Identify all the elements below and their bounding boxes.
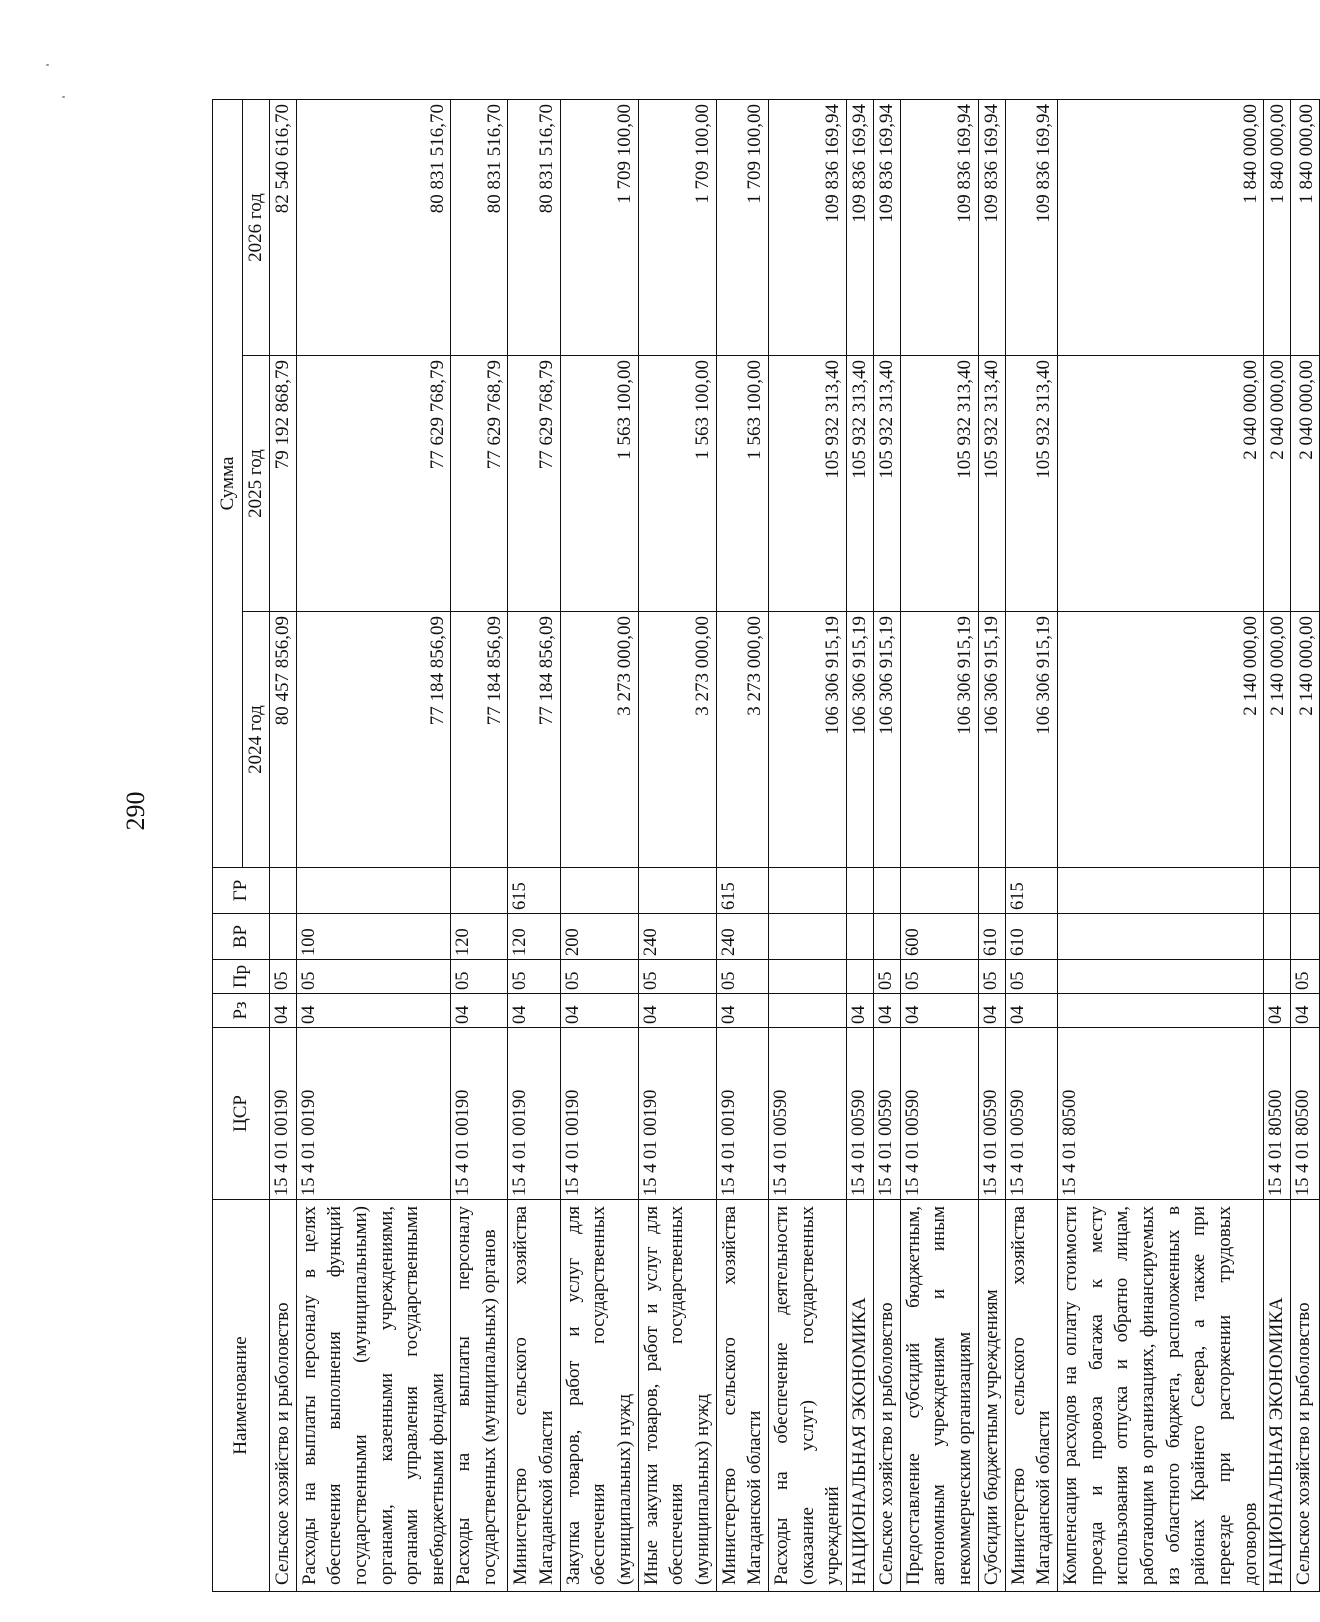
table-row (768, 99, 846, 1591)
header-rz: Рз (213, 994, 270, 1028)
page-number: 290 (121, 791, 150, 831)
cell-y2026: 1 709 100,00 (638, 99, 716, 355)
cell-y2024: 2 140 000,00 (1264, 612, 1291, 868)
cell-csr: 15 4 01 00190 (716, 1028, 768, 1200)
cell-rz: 04 (269, 994, 296, 1028)
cell-name: Министерство сельского хозяйства Магаданской области (1005, 1200, 1057, 1592)
cell-name: Предоставление субсидий бюджетным, автономным учреждениям и иным некоммерческим организациям (900, 1200, 978, 1592)
cell-rz: 04 (638, 994, 716, 1028)
cell-y2026: 1 840 000,00 (1264, 99, 1291, 355)
cell-gr (846, 868, 873, 914)
cell-y2025: 105 932 313,40 (978, 356, 1005, 612)
cell-name: НАЦИОНАЛЬНАЯ ЭКОНОМИКА (846, 1200, 873, 1592)
cell-pr: 05 (269, 960, 296, 994)
cell-vr (1058, 914, 1264, 960)
cell-name: Министерство сельского хозяйства Магаданской области (508, 1200, 560, 1592)
header-name: Наименование (213, 1200, 270, 1592)
header-year-2025: 2025 год (243, 356, 270, 612)
cell-y2026: 109 836 169,94 (978, 99, 1005, 355)
cell-pr: 05 (900, 960, 978, 994)
cell-rz: 04 (846, 994, 873, 1028)
cell-pr (1058, 960, 1264, 994)
cell-pr: 05 (1005, 960, 1057, 994)
cell-gr (1291, 868, 1320, 914)
cell-gr: 615 (716, 868, 768, 914)
cell-pr: 05 (451, 960, 508, 994)
table-row (638, 99, 716, 1591)
cell-csr: 15 4 01 00190 (451, 1028, 508, 1200)
cell-gr (900, 868, 978, 914)
cell-name: Компенсация расходов на оплату стоимости проезда и провоза багажа к месту использования отпуска и обратно лицам, работающим в организациях, финансируемых из областного бюджета, расположенных в районах Крайнего Севера, а также при переезде при расторжении трудовых договоров (1058, 1200, 1264, 1592)
cell-y2025: 105 932 313,40 (1005, 356, 1057, 612)
cell-name: Иные закупки товаров, работ и услуг для обеспечения государственных (муниципальных) нужд (638, 1200, 716, 1592)
cell-vr (768, 914, 846, 960)
cell-y2025: 79 192 868,79 (269, 356, 296, 612)
cell-y2025: 77 629 768,79 (451, 356, 508, 612)
cell-y2025: 1 563 100,00 (638, 356, 716, 612)
cell-y2026: 109 836 169,94 (846, 99, 873, 355)
table-row (846, 99, 873, 1591)
cell-rz: 04 (296, 994, 451, 1028)
cell-vr: 200 (560, 914, 638, 960)
cell-gr (638, 868, 716, 914)
cell-vr (873, 914, 900, 960)
cell-y2026: 82 540 616,70 (269, 99, 296, 355)
cell-vr: 610 (978, 914, 1005, 960)
cell-y2024: 106 306 915,19 (768, 612, 846, 868)
cell-y2026: 1 709 100,00 (716, 99, 768, 355)
cell-pr: 05 (873, 960, 900, 994)
cell-y2024: 2 140 000,00 (1058, 612, 1264, 868)
cell-csr: 15 4 01 80500 (1264, 1028, 1291, 1200)
cell-y2024: 77 184 856,09 (451, 612, 508, 868)
cell-y2024: 106 306 915,19 (978, 612, 1005, 868)
table-row (716, 99, 768, 1591)
cell-y2025: 77 629 768,79 (508, 356, 560, 612)
cell-y2025: 2 040 000,00 (1264, 356, 1291, 612)
cell-vr: 240 (716, 914, 768, 960)
cell-name: НАЦИОНАЛЬНАЯ ЭКОНОМИКА (1264, 1200, 1291, 1592)
cell-y2025: 105 932 313,40 (873, 356, 900, 612)
cell-rz (768, 994, 846, 1028)
cell-gr (560, 868, 638, 914)
table-row (1264, 99, 1291, 1591)
cell-vr (269, 914, 296, 960)
cell-y2026: 80 831 516,70 (508, 99, 560, 355)
cell-pr: 05 (508, 960, 560, 994)
cell-rz: 04 (560, 994, 638, 1028)
table-row (1291, 99, 1320, 1591)
cell-pr (1264, 960, 1291, 994)
cell-y2024: 106 306 915,19 (1005, 612, 1057, 868)
cell-y2024: 106 306 915,19 (873, 612, 900, 868)
cell-y2026: 80 831 516,70 (451, 99, 508, 355)
table-row (296, 99, 451, 1591)
table-body (269, 99, 1320, 1591)
cell-y2025: 105 932 313,40 (768, 356, 846, 612)
cell-pr: 05 (716, 960, 768, 994)
cell-gr (296, 868, 451, 914)
cell-y2026: 1 840 000,00 (1291, 99, 1320, 355)
cell-csr: 15 4 01 00590 (978, 1028, 1005, 1200)
cell-gr (873, 868, 900, 914)
cell-y2025: 1 563 100,00 (560, 356, 638, 612)
cell-csr: 15 4 01 00190 (508, 1028, 560, 1200)
cell-gr (269, 868, 296, 914)
cell-csr: 15 4 01 00190 (560, 1028, 638, 1200)
cell-y2024: 77 184 856,09 (508, 612, 560, 868)
cell-csr: 15 4 01 00590 (1005, 1028, 1057, 1200)
cell-y2024: 77 184 856,09 (296, 612, 451, 868)
cell-pr (768, 960, 846, 994)
table-row (873, 99, 900, 1591)
cell-gr (768, 868, 846, 914)
cell-csr: 15 4 01 00190 (296, 1028, 451, 1200)
cell-y2025: 1 563 100,00 (716, 356, 768, 612)
cell-vr (1264, 914, 1291, 960)
rotated-table-container (212, 100, 1317, 1592)
header-vr: ВР (213, 914, 270, 960)
cell-rz: 04 (873, 994, 900, 1028)
cell-gr: 615 (508, 868, 560, 914)
cell-pr: 05 (1291, 960, 1320, 994)
cell-csr: 15 4 01 00590 (846, 1028, 873, 1200)
cell-rz: 04 (1291, 994, 1320, 1028)
cell-rz (1058, 994, 1264, 1028)
cell-vr (846, 914, 873, 960)
cell-y2025: 105 932 313,40 (846, 356, 873, 612)
cell-pr: 05 (560, 960, 638, 994)
cell-y2026: 109 836 169,94 (900, 99, 978, 355)
cell-y2025: 2 040 000,00 (1291, 356, 1320, 612)
cell-name: Расходы на обеспечение деятельности (оказание услуг) государственных учреждений (768, 1200, 846, 1592)
table-row (1005, 99, 1057, 1591)
cell-vr (1291, 914, 1320, 960)
cell-y2026: 1 709 100,00 (560, 99, 638, 355)
cell-vr: 600 (900, 914, 978, 960)
table-row (978, 99, 1005, 1591)
cell-rz: 04 (1264, 994, 1291, 1028)
cell-gr: 615 (1005, 868, 1057, 914)
cell-rz: 04 (1005, 994, 1057, 1028)
header-sum: Сумма (213, 99, 243, 867)
cell-y2024: 3 273 000,00 (560, 612, 638, 868)
cell-vr: 120 (508, 914, 560, 960)
cell-vr: 610 (1005, 914, 1057, 960)
cell-csr: 15 4 01 00590 (873, 1028, 900, 1200)
cell-csr: 15 4 01 00590 (900, 1028, 978, 1200)
cell-y2024: 2 140 000,00 (1291, 612, 1320, 868)
cell-name: Расходы на выплаты персоналу в целях обеспечения выполнения функций государственными (муниципальными) органами, казенными учреждениями, органами управления государственными внебюджетными фондами (296, 1200, 451, 1592)
cell-csr: 15 4 01 80500 (1058, 1028, 1264, 1200)
cell-vr: 120 (451, 914, 508, 960)
cell-gr (451, 868, 508, 914)
cell-y2026: 109 836 169,94 (768, 99, 846, 355)
cell-y2025: 105 932 313,40 (900, 356, 978, 612)
cell-rz: 04 (900, 994, 978, 1028)
cell-name: Субсидии бюджетным учреждениям (978, 1200, 1005, 1592)
cell-y2026: 109 836 169,94 (873, 99, 900, 355)
cell-y2026: 1 840 000,00 (1058, 99, 1264, 355)
cell-rz: 04 (508, 994, 560, 1028)
cell-csr: 15 4 01 00190 (638, 1028, 716, 1200)
header-gr: ГР (213, 868, 270, 914)
cell-csr: 15 4 01 80500 (1291, 1028, 1320, 1200)
table-row (508, 99, 560, 1591)
table-header-row (213, 99, 243, 1591)
header-year-2026: 2026 год (243, 99, 270, 355)
table-row (269, 99, 296, 1591)
cell-y2024: 80 457 856,09 (269, 612, 296, 868)
cell-y2024: 106 306 915,19 (900, 612, 978, 868)
cell-gr (978, 868, 1005, 914)
cell-y2024: 3 273 000,00 (638, 612, 716, 868)
cell-pr: 05 (296, 960, 451, 994)
header-pr: Пр (213, 960, 270, 994)
cell-y2026: 80 831 516,70 (296, 99, 451, 355)
cell-gr (1058, 868, 1264, 914)
cell-name: Закупка товаров, работ и услуг для обеспечения государственных (муниципальных) нужд (560, 1200, 638, 1592)
table-row (451, 99, 508, 1591)
cell-y2026: 109 836 169,94 (1005, 99, 1057, 355)
cell-y2024: 106 306 915,19 (846, 612, 873, 868)
table-row (1058, 99, 1264, 1591)
cell-csr: 15 4 01 00190 (269, 1028, 296, 1200)
cell-pr (846, 960, 873, 994)
cell-rz: 04 (716, 994, 768, 1028)
budget-table (212, 99, 1320, 1592)
header-csr: ЦСР (213, 1028, 270, 1200)
cell-pr: 05 (638, 960, 716, 994)
cell-name: Расходы на выплаты персоналу государственных (муниципальных) органов (451, 1200, 508, 1592)
cell-vr: 240 (638, 914, 716, 960)
cell-csr: 15 4 01 00590 (768, 1028, 846, 1200)
cell-vr: 100 (296, 914, 451, 960)
cell-y2024: 3 273 000,00 (716, 612, 768, 868)
cell-gr (1264, 868, 1291, 914)
cell-pr: 05 (978, 960, 1005, 994)
cell-name: Министерство сельского хозяйства Магаданской области (716, 1200, 768, 1592)
cell-y2025: 2 040 000,00 (1058, 356, 1264, 612)
cell-rz: 04 (451, 994, 508, 1028)
cell-name: Сельское хозяйство и рыболовство (269, 1200, 296, 1592)
cell-name: Сельское хозяйство и рыболовство (1291, 1200, 1320, 1592)
cell-rz: 04 (978, 994, 1005, 1028)
table-row (560, 99, 638, 1591)
cell-name: Сельское хозяйство и рыболовство (873, 1200, 900, 1592)
header-year-2024: 2024 год (243, 612, 270, 868)
table-row (900, 99, 978, 1591)
cell-y2025: 77 629 768,79 (296, 356, 451, 612)
